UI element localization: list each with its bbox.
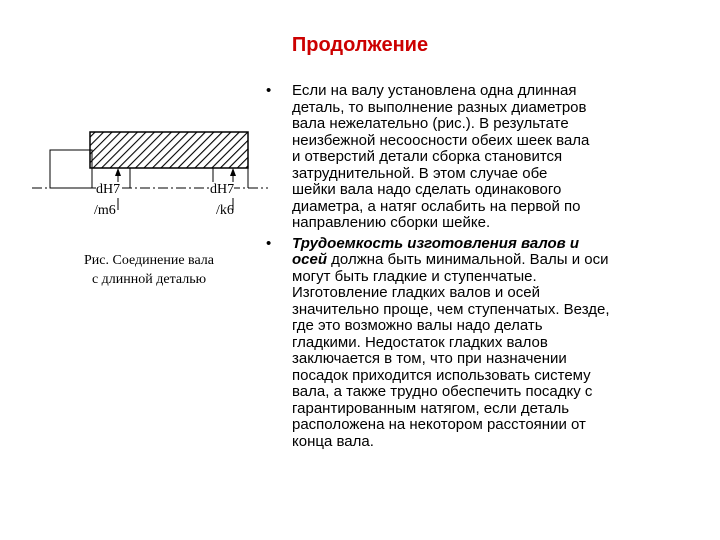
left-arrow-icon [115,168,121,176]
long-part-hatched [90,132,248,168]
bullet-text [292,236,696,451]
left-hole-tolerance: dH7 [96,182,121,197]
right-arrow-icon [230,168,236,176]
right-shaft-tolerance: /k6 [216,203,234,218]
right-hole-tolerance: dH7 [210,182,235,197]
bullet-item [266,236,696,451]
bullet-marker: • [266,234,272,252]
caption-text: Рис. Соединение вала с длинной деталью [83,253,214,287]
bullet-item [266,83,696,232]
bullet-text: Если на валу установлена одна длинная деталь, то выполнение разных диаметров вала нежелательно (рис.). В результате неизбежной несоосности обеих шеек вала и отверстий детали сборка становится затруднительной. В этом случае обе шейки вала надо сделать одинакового диаметра, а натяг ослабить на первой по направлению сборки шейке. [292,82,590,231]
bullet-body: должна быть минимальной. Валы и оси могут быть гладкие и ступенчатые. Изготовление гладких валов и осей значительно проще, чем ступенчатых. Везде, где это возможно валы надо делать гладкими. Недостаток гладких валов заключается в том, что при назначении посадок приходится использовать систему вала, а также трудно обеспечить посадку с гарантированным натягом, если деталь расположена на некотором расстоянии от конца вала. [292,251,610,450]
slide-title: Продолжение [291,34,429,56]
content-column [266,83,696,450]
shaft-step [50,150,92,188]
bullet-emphasis: Трудоемкость изготовления валов и осей [292,234,580,268]
figure-caption [40,251,258,289]
bullet-marker: • [266,82,272,99]
left-shaft-tolerance: /m6 [94,203,116,218]
